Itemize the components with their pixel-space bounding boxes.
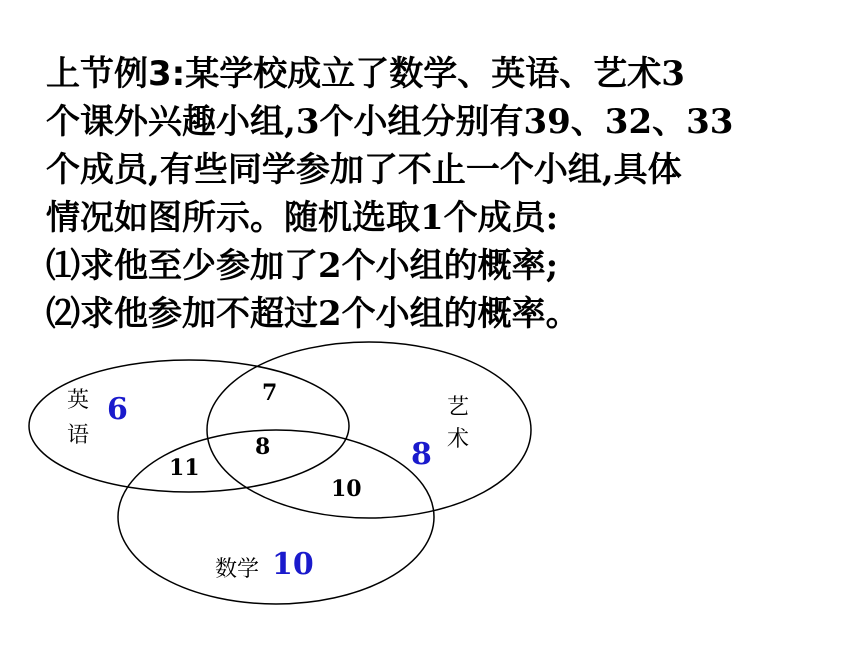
problem-line-2: 个课外兴趣小组,3个小组分别有39、32、33 (46, 102, 734, 142)
question-1: ⑴求他至少参加了2个小组的概率; (46, 246, 559, 286)
problem-line-4: 情况如图所示。随机选取1个成员: (46, 198, 559, 238)
art-label-top: 艺 (447, 395, 470, 420)
question-2: ⑵求他参加不超过2个小组的概率。 (46, 294, 580, 334)
english-art-count: 7 (262, 380, 278, 406)
math-label: 数学 (215, 557, 260, 582)
problem-line-1-rest: 某学校成立了数学、英语、艺术3 (185, 54, 685, 94)
art-only-count: 8 (411, 437, 432, 472)
art-label-bottom: 术 (447, 427, 470, 452)
problem-line-3: 个成员,有些同学参加了不止一个小组,具体 (46, 150, 682, 190)
problem-lead: 上节例3: (46, 54, 186, 94)
math-only-count: 10 (272, 547, 314, 582)
english-label-bottom: 语 (67, 423, 90, 448)
math-art-count: 10 (331, 476, 362, 502)
english-math-count: 11 (169, 455, 200, 481)
all-three-count: 8 (255, 434, 271, 460)
english-label-top: 英 (67, 388, 90, 413)
english-only-count: 6 (107, 392, 128, 427)
